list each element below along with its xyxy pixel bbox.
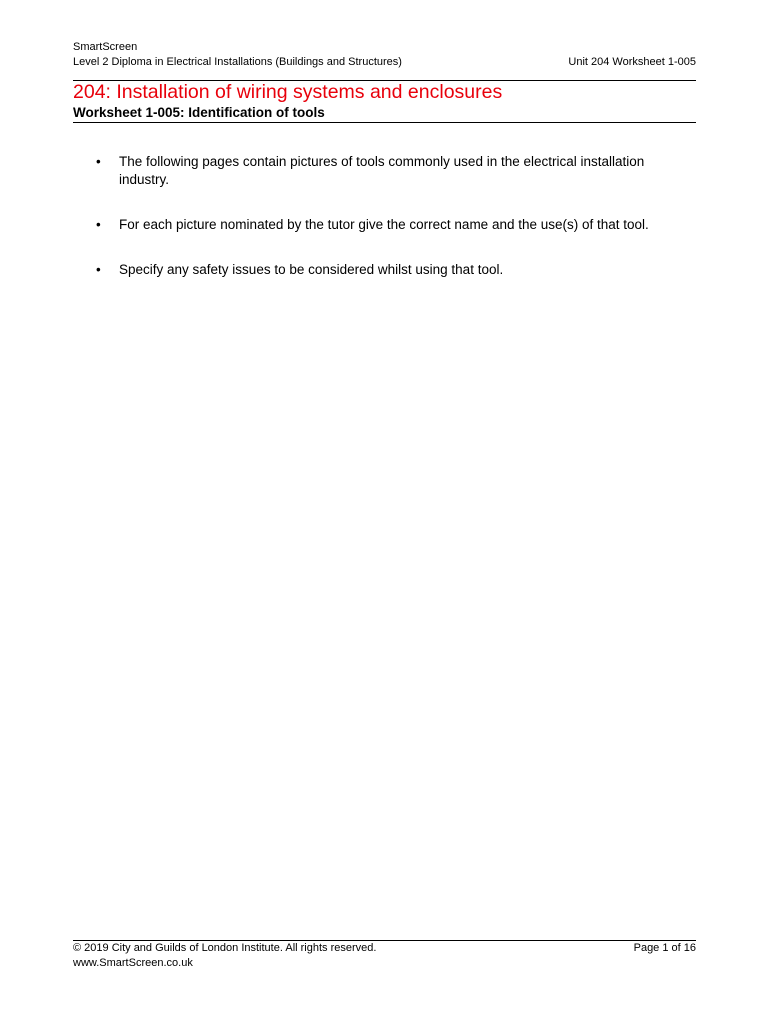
instruction-text: Specify any safety issues to be considered whilst using that tool. bbox=[119, 262, 504, 277]
instruction-item bbox=[73, 216, 696, 234]
footer-row bbox=[73, 941, 696, 956]
header-brand: SmartScreen bbox=[73, 41, 138, 53]
header-row bbox=[73, 55, 696, 70]
instruction-list bbox=[73, 153, 696, 306]
instruction-item bbox=[73, 261, 696, 279]
title-divider bbox=[73, 122, 696, 123]
page-subtitle: Worksheet 1-005: Identification of tools bbox=[73, 105, 325, 120]
footer-copyright: © 2019 City and Guilds of London Institute. All rights reserved. bbox=[73, 942, 377, 954]
page-title: 204: Installation of wiring systems and enclosures bbox=[73, 81, 503, 103]
page-footer bbox=[73, 941, 696, 971]
bullet-icon: • bbox=[96, 154, 101, 169]
bullet-icon: • bbox=[96, 262, 101, 277]
instruction-text: For each picture nominated by the tutor give the correct name and the use(s) of that tool. bbox=[119, 217, 649, 232]
header-course: Level 2 Diploma in Electrical Installations (Buildings and Structures) bbox=[73, 56, 402, 68]
page-header bbox=[73, 40, 696, 70]
footer-website[interactable]: www.SmartScreen.co.uk bbox=[73, 957, 193, 969]
instruction-text: The following pages contain pictures of tools commonly used in the electrical installation industry. bbox=[119, 154, 645, 187]
bullet-icon: • bbox=[96, 217, 101, 232]
instruction-item bbox=[73, 153, 696, 189]
footer-page-number: Page 1 of 16 bbox=[633, 942, 696, 954]
header-unit-ref: Unit 204 Worksheet 1-005 bbox=[568, 56, 696, 68]
